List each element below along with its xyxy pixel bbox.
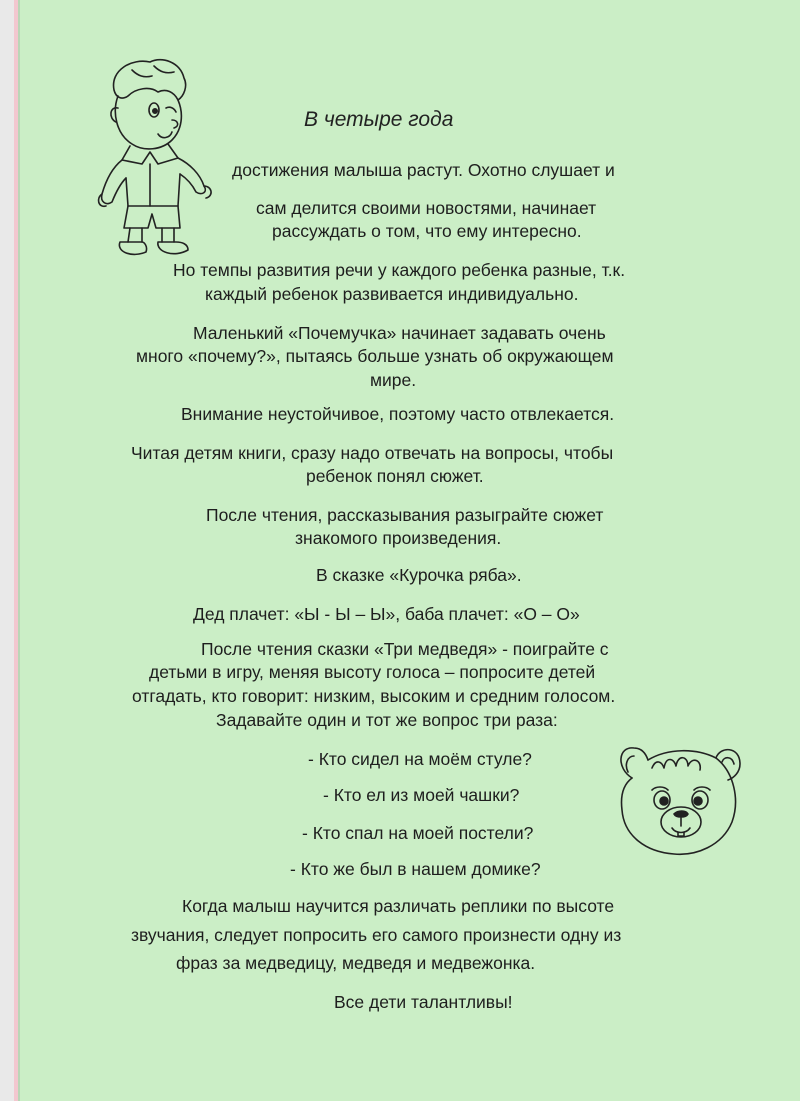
text-line: - Кто ел из моей чашки? [323,785,520,805]
text-line: достижения малыша растут. Охотно слушает и [232,160,615,180]
text-line: детьми в игру, меняя высоту голоса – попросите детей [149,662,596,682]
text-line: - Кто спал на моей постели? [302,823,534,843]
text-line: После чтения, рассказывания разыграйте сюжет [206,505,604,525]
text-line: Когда малыш научится различать реплики по высоте [182,896,615,916]
text-line: звучания, следует попросить его самого произнести одну из [131,925,622,945]
text-line: ребенок понял сюжет. [306,466,484,486]
text-line: отгадать, кто говорит: низким, высоким и средним голосом. [132,686,616,706]
bear-illustration [612,738,746,860]
text-line: мире. [370,370,417,390]
text-line: - Кто же был в нашем домике? [290,859,541,879]
text-line: Но темпы развития речи у каждого ребенка разные, т.к. [173,260,626,280]
text-line: Читая детям книги, сразу надо отвечать на вопросы, чтобы [131,443,614,463]
text-line: Все дети талантливы! [334,992,513,1012]
text-line: знакомого произведения. [295,528,502,548]
text-line: Внимание неустойчивое, поэтому часто отвлекается. [181,404,615,424]
text-line: каждый ребенок развивается индивидуально. [205,284,579,304]
text-line: фраз за медведицу, медведя и медвежонка. [176,953,536,973]
text-line: В сказке «Курочка ряба». [316,565,522,585]
boy-illustration [92,56,218,262]
text-line: Маленький «Почемучка» начинает задавать очень [193,323,606,343]
text-line: Дед плачет: «Ы - Ы – Ы», баба плачет: «О – О» [193,604,580,624]
page-title: В четыре года [304,108,454,131]
text-line: рассуждать о том, что ему интересно. [272,221,582,241]
text-line: много «почему?», пытаясь больше узнать об окружающем [136,346,614,366]
text-line: Задавайте один и тот же вопрос три раза: [216,710,558,730]
text-line: сам делится своими новостями, начинает [256,198,597,218]
text-line: После чтения сказки «Три медведя» - поиграйте с [201,639,609,659]
text-line: - Кто сидел на моём стуле? [308,749,532,769]
